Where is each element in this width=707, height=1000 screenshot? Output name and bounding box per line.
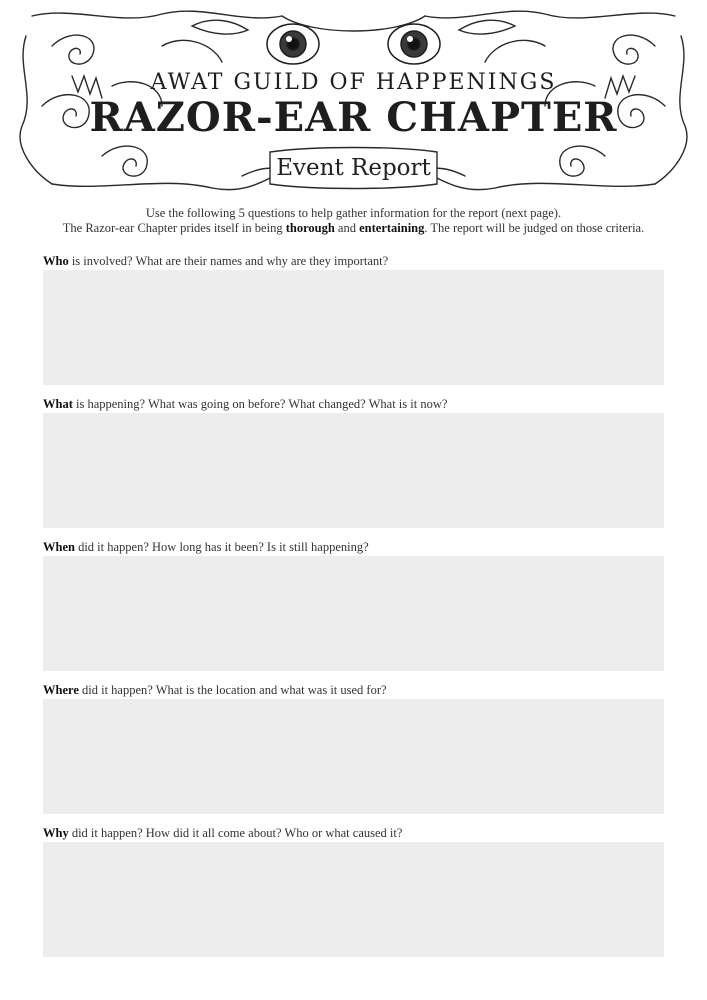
question-text: did it happen? How did it all come about? Who or what caused it?	[68, 826, 403, 840]
instructions-line-1: Use the following 5 questions to help gather information for the report (next page).	[145, 206, 562, 220]
question-where	[43, 683, 664, 814]
question-label	[43, 826, 664, 840]
instructions-text: The Razor-ear Chapter prides itself in being	[62, 221, 286, 235]
instructions-line-2	[20, 221, 687, 236]
guild-name: AWAT GUILD OF HAPPENINGS	[150, 70, 557, 95]
answer-box-when[interactable]	[43, 556, 664, 671]
answer-box-what[interactable]	[43, 413, 664, 528]
question-keyword: Who	[43, 254, 69, 268]
instructions-text: and	[334, 221, 360, 235]
question-text: is happening? What was going on before? What changed? What is it now?	[72, 397, 448, 411]
question-keyword: When	[43, 540, 75, 554]
question-label	[43, 540, 664, 554]
question-keyword: Where	[43, 683, 79, 697]
question-why	[43, 826, 664, 957]
question-label	[43, 254, 664, 268]
instructions	[20, 206, 687, 236]
question-label	[43, 397, 664, 411]
question-keyword: What	[43, 397, 73, 411]
question-what	[43, 397, 664, 528]
answer-box-where[interactable]	[43, 699, 664, 814]
answer-box-why[interactable]	[43, 842, 664, 957]
question-label	[43, 683, 664, 697]
question-who	[43, 254, 664, 385]
answer-box-who[interactable]	[43, 270, 664, 385]
report-title: Event Report	[276, 155, 431, 181]
instructions-text: . The report will be judged on those criteria.	[424, 221, 645, 235]
header-banner	[12, 6, 695, 198]
criterion-entertaining: entertaining	[359, 221, 425, 235]
question-when	[43, 540, 664, 671]
question-text: did it happen? What is the location and what was it used for?	[78, 683, 387, 697]
question-text: did it happen? How long has it been? Is it still happening?	[74, 540, 369, 554]
criterion-thorough: thorough	[285, 221, 335, 235]
chapter-name: RAZOR-EAR CHAPTER	[89, 94, 618, 141]
question-keyword: Why	[43, 826, 69, 840]
question-text: is involved? What are their names and why are they important?	[68, 254, 389, 268]
